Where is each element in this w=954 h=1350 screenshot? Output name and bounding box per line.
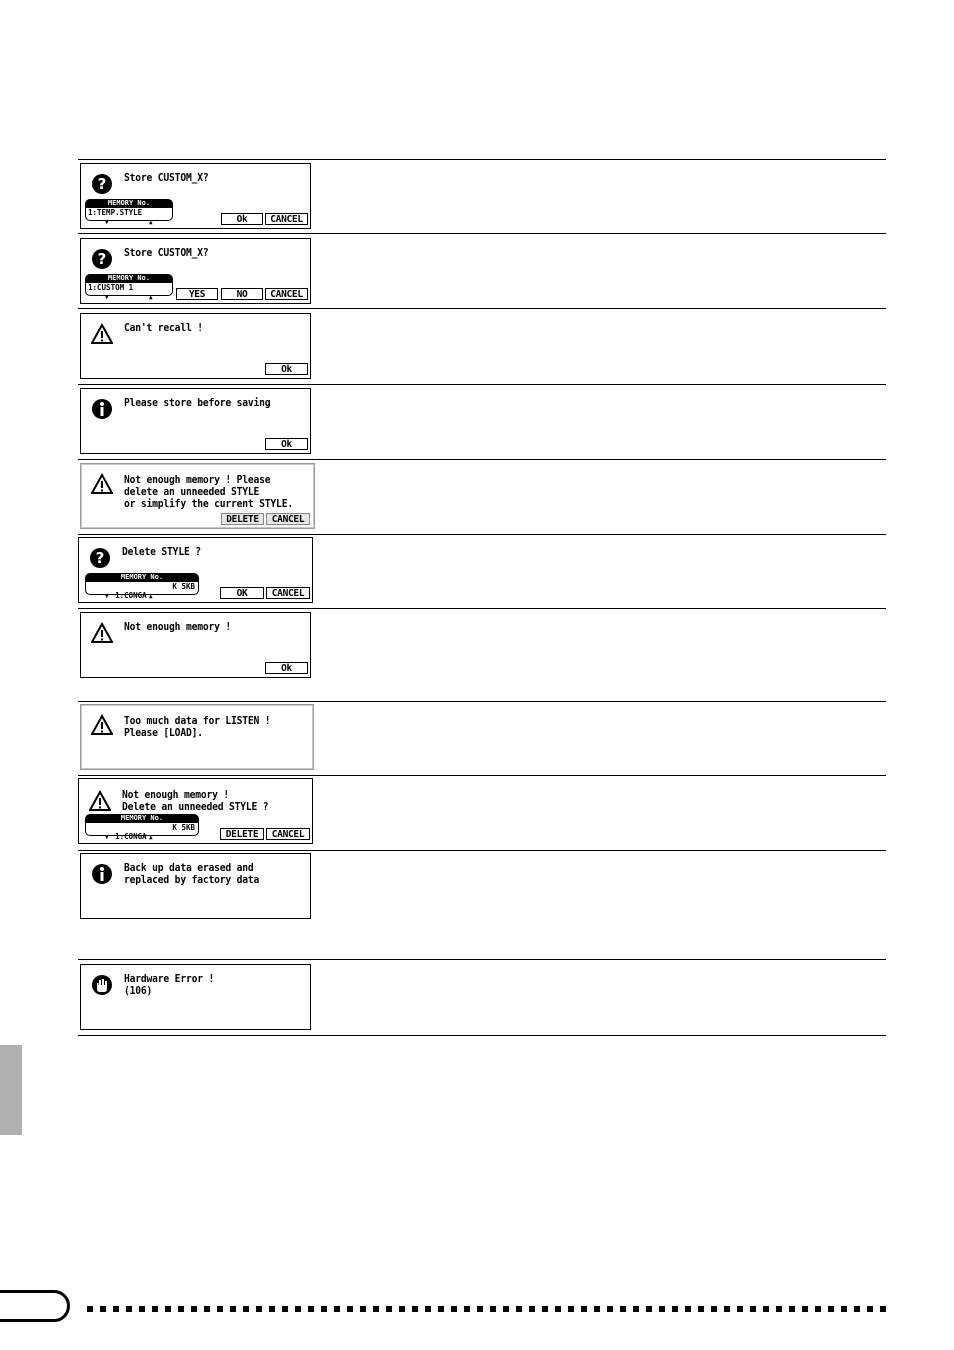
- info-icon: [91, 398, 113, 420]
- memory-size: K 5KB: [172, 582, 195, 591]
- screen-message: Hardware Error ! (106): [124, 973, 215, 997]
- yes-button[interactable]: YES: [176, 288, 218, 300]
- memory-size: K 5KB: [172, 823, 195, 832]
- lcd-screen: [80, 853, 311, 919]
- memory-label: MEMORY No.: [85, 199, 173, 208]
- memory-selector[interactable]: [85, 199, 173, 225]
- table-rule: [78, 608, 886, 609]
- cancel-button[interactable]: CANCEL: [265, 288, 308, 300]
- ok-button[interactable]: Ok: [265, 438, 308, 450]
- cancel-button[interactable]: CANCEL: [266, 828, 310, 840]
- table-rule: [78, 850, 886, 851]
- screen-message: Store CUSTOM_X?: [124, 172, 209, 184]
- lcd-screen: [78, 778, 313, 844]
- lcd-screen: [80, 964, 311, 1030]
- arrow-up-icon[interactable]: ▲: [149, 834, 153, 841]
- ok-button[interactable]: Ok: [265, 363, 308, 375]
- memory-name: 1:CONGA: [115, 832, 147, 841]
- table-rule: [78, 384, 886, 385]
- memory-label: MEMORY No.: [85, 814, 199, 823]
- lcd-screen: [80, 163, 311, 229]
- warning-icon: [91, 473, 113, 495]
- screen-message: Please store before saving: [124, 397, 271, 409]
- ok-button[interactable]: Ok: [265, 662, 308, 674]
- screen-message: Back up data erased and replaced by factory data: [124, 862, 260, 886]
- screen-message: Can't recall !: [124, 322, 203, 334]
- delete-button[interactable]: DELETE: [221, 513, 264, 525]
- svg-text:?: ?: [97, 175, 107, 193]
- info-icon: [91, 863, 113, 885]
- question-icon: [91, 173, 113, 195]
- question-icon: [89, 547, 111, 569]
- screen-message: Too much data for LISTEN ! Please [LOAD].: [124, 715, 271, 739]
- cancel-button[interactable]: CANCEL: [265, 213, 308, 225]
- memory-value: 1:TEMP.STYLE: [85, 208, 173, 221]
- memory-selector[interactable]: [85, 573, 199, 599]
- screen-message: Not enough memory ! Please delete an unneeded STYLE or simplify the current STYLE.: [124, 474, 293, 510]
- memory-selector[interactable]: [85, 274, 173, 300]
- table-rule: [78, 775, 886, 776]
- warning-icon: [91, 323, 113, 345]
- table-rule: [78, 701, 886, 702]
- svg-text:?: ?: [97, 250, 107, 268]
- arrow-down-icon[interactable]: ▼: [105, 834, 109, 841]
- page-number-box: [0, 1290, 70, 1322]
- lcd-screen: [78, 537, 313, 603]
- memory-name: 1:CONGA: [115, 591, 147, 600]
- table-rule: [78, 1035, 886, 1036]
- memory-selector[interactable]: [85, 814, 199, 840]
- screen-message: Store CUSTOM_X?: [124, 247, 209, 259]
- memory-label: MEMORY No.: [85, 573, 199, 582]
- lcd-screen: [80, 704, 314, 770]
- no-button[interactable]: NO: [221, 288, 263, 300]
- delete-button[interactable]: DELETE: [220, 828, 264, 840]
- memory-value: [85, 582, 199, 600]
- lcd-screen: [80, 463, 315, 529]
- arrow-up-icon[interactable]: ▲: [149, 219, 153, 226]
- screen-message: Not enough memory ! Delete an unneeded STYLE ?: [122, 789, 269, 813]
- ok-button[interactable]: Ok: [221, 213, 263, 225]
- screen-message: Delete STYLE ?: [122, 546, 201, 558]
- table-rule: [78, 459, 886, 460]
- table-rule: [78, 159, 886, 160]
- table-rule: [78, 959, 886, 960]
- warning-icon: [91, 714, 113, 736]
- arrow-up-icon[interactable]: ▲: [149, 294, 153, 301]
- ok-button[interactable]: OK: [220, 587, 264, 599]
- table-rule: [78, 308, 886, 309]
- arrow-down-icon[interactable]: ▼: [105, 593, 109, 600]
- cancel-button[interactable]: CANCEL: [266, 587, 310, 599]
- warning-icon: [91, 622, 113, 644]
- lcd-screen: [80, 388, 311, 454]
- table-rule: [78, 534, 886, 535]
- arrow-down-icon[interactable]: ▼: [105, 294, 109, 301]
- screen-message: Not enough memory !: [124, 621, 232, 633]
- section-tab: [0, 1045, 22, 1135]
- dotted-divider: [87, 1306, 887, 1312]
- stop-hand-icon: [91, 974, 113, 996]
- cancel-button[interactable]: CANCEL: [266, 513, 310, 525]
- lcd-screen: [80, 238, 311, 304]
- question-icon: [91, 248, 113, 270]
- arrow-down-icon[interactable]: ▼: [105, 219, 109, 226]
- table-rule: [78, 233, 886, 234]
- memory-value: 1:CUSTOM 1: [85, 283, 173, 296]
- arrow-up-icon[interactable]: ▲: [149, 593, 153, 600]
- memory-label: MEMORY No.: [85, 274, 173, 283]
- lcd-screen: [80, 612, 311, 678]
- svg-text:?: ?: [95, 549, 105, 567]
- lcd-screen: [80, 313, 311, 379]
- memory-value: [85, 823, 199, 841]
- warning-icon: [89, 790, 111, 812]
